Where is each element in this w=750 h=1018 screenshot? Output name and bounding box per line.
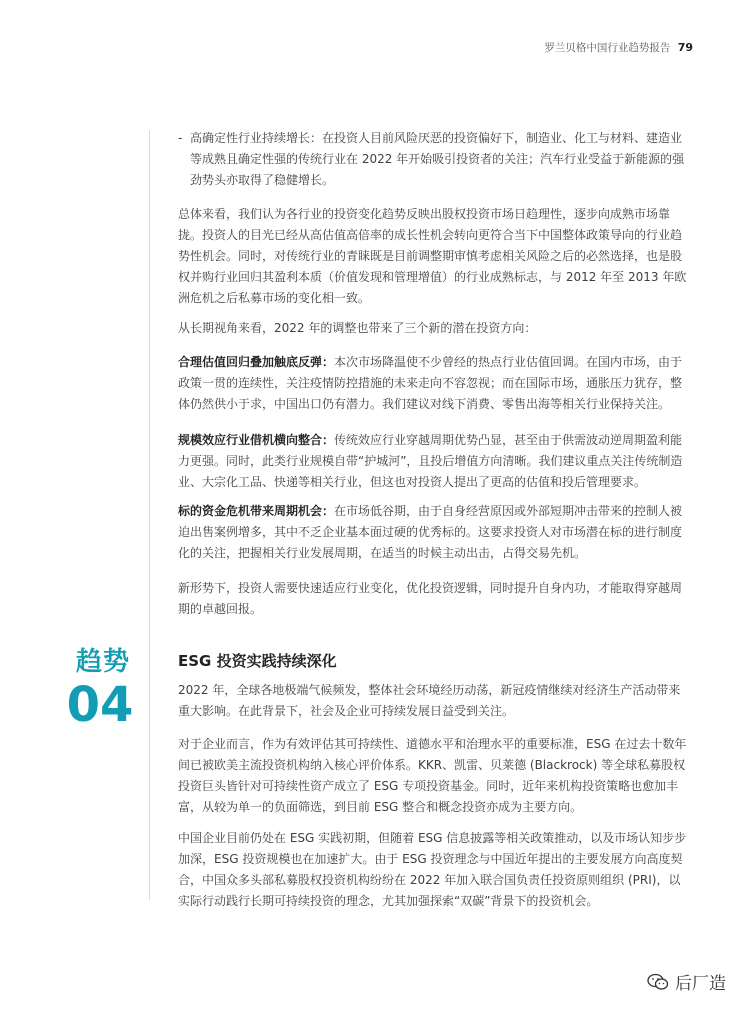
- bullet-item: [178, 128, 692, 191]
- paragraph-overview: [178, 204, 688, 309]
- page-header: [544, 40, 693, 55]
- paragraph-text: 2022 年，全球各地极端气候频发，整体社会环境经历动荡，新冠疫情继续对经济生产活动带来重大影响。在此背景下，社会及企业可持续发展日益受到关注。: [178, 683, 681, 718]
- paragraph-text: 总体来看，我们认为各行业的投资变化趋势反映出股权投资市场日趋理性，逐步向成熟市场靠拢。投资人的目光已经从高估值高倍率的成长性机会转向更符合当下中国整体政策导向的行业趋势性机会。同时，对传统行业的青睐既是目前调整期审慎考虑相关风险之后的必然选择，也是股权并购行业回归其盈利本质（价值发现和管理增值）的行业成熟标志，与 2012 年至 2013 年欧洲危机之后私募市场的变化相一致。: [178, 207, 687, 305]
- bullet-text: 高确定性行业持续增长：在投资人目前风险厌恶的投资偏好下，制造业、化工与材料、建造业等成熟且确定性强的传统行业在 2022 年开始吸引投资者的关注；汽车行业受益于新能源的强劲势头亦取得了稳健增长。: [190, 131, 685, 187]
- direction-2-text: 传统效应行业穿越周期优势凸显，甚至由于供需波动逆周期盈利能力更强。同时，此类行业规模自带“护城河”，且投后增值方向清晰。我们建议重点关注传统制造业、大宗化工品、快递等相关行业，但这也对投资人提出了更高的估值和投后管理要求。: [178, 433, 683, 489]
- direction-3-heading: 标的资金危机带来周期机会：: [178, 504, 335, 518]
- section-title: ESG 投资实践持续深化: [178, 652, 337, 670]
- page-number: 79: [677, 41, 693, 54]
- trend-number: 04: [66, 677, 134, 733]
- watermark-text: 后厂造: [675, 974, 726, 994]
- paragraph-conclusion: [178, 578, 688, 620]
- section-paragraph-3: [178, 828, 688, 912]
- bullet-dash: -: [178, 131, 183, 145]
- paragraph-text: 从长期视角来看，2022 年的调整也带来了三个新的潜在投资方向：: [178, 321, 537, 335]
- direction-2-heading: 规模效应行业借机横向整合：: [178, 433, 335, 447]
- paragraph-directions-intro: [178, 318, 688, 339]
- direction-3-text: 在市场低谷期，由于自身经营原因或外部短期冲击带来的控制人被迫出售案例增多，其中不乏企业基本面过硬的优秀标的。这要求投资人对市场潜在标的进行制度化的关注，把握相关行业发展周期，在适当的时候主动出击，占得交易先机。: [178, 504, 683, 560]
- trend-label: 趋势: [75, 647, 130, 677]
- trend-marker: [66, 646, 136, 733]
- report-title: 罗兰贝格中国行业趋势报告: [544, 42, 671, 54]
- wechat-icon: [647, 973, 669, 991]
- section-paragraph-1: [178, 680, 688, 722]
- paragraph-direction-3: [178, 501, 688, 564]
- paragraph-direction-1: [178, 352, 688, 415]
- paragraph-text: 对于企业而言，作为有效评估其可持续性、道德水平和治理水平的重要标准，ESG 在过去十数年间已被欧美主流投资机构纳入核心评价体系。KKR、凯雷、贝莱德 (Blackrock) 等全球私募股权投资巨头皆针对可持续性资产成立了 ESG 专项投资基金。同时，近年来机构投资策略也愈加丰富，从较为单一的负面筛选，到目前 ESG 整合和概念投资亦成为主要方向。: [178, 737, 687, 814]
- vertical-divider: [149, 130, 150, 900]
- direction-1-heading: 合理估值回归叠加触底反弹：: [178, 355, 335, 369]
- paragraph-direction-2: [178, 430, 688, 493]
- watermark: [647, 969, 726, 994]
- paragraph-text: 中国企业目前仍处在 ESG 实践初期，但随着 ESG 信息披露等相关政策推动，以及市场认知步步加深，ESG 投资规模也在加速扩大。由于 ESG 投资理念与中国近年提出的主要发展方向高度契合，中国众多头部私募股权投资机构纷纷在 2022 年加入联合国负责任投资原则组织 (PRI)，以实际行动践行长期可持续投资的理念，尤其加强探索“双碳”背景下的投资机会。: [178, 831, 687, 908]
- section-paragraph-2: [178, 734, 688, 818]
- paragraph-text: 新形势下，投资人需要快速适应行业变化，优化投资逻辑，同时提升自身内功，才能取得穿越周期的卓越回报。: [178, 581, 683, 616]
- direction-1-text: 本次市场降温使不少曾经的热点行业估值回调。在国内市场，由于政策一贯的连续性，关注疫情防控措施的未来走向不容忽视；而在国际市场，通胀压力犹存，整体仍然供小于求，中国出口仍有潜力。我们建议对线下消费、零售出海等相关行业保持关注。: [178, 355, 683, 411]
